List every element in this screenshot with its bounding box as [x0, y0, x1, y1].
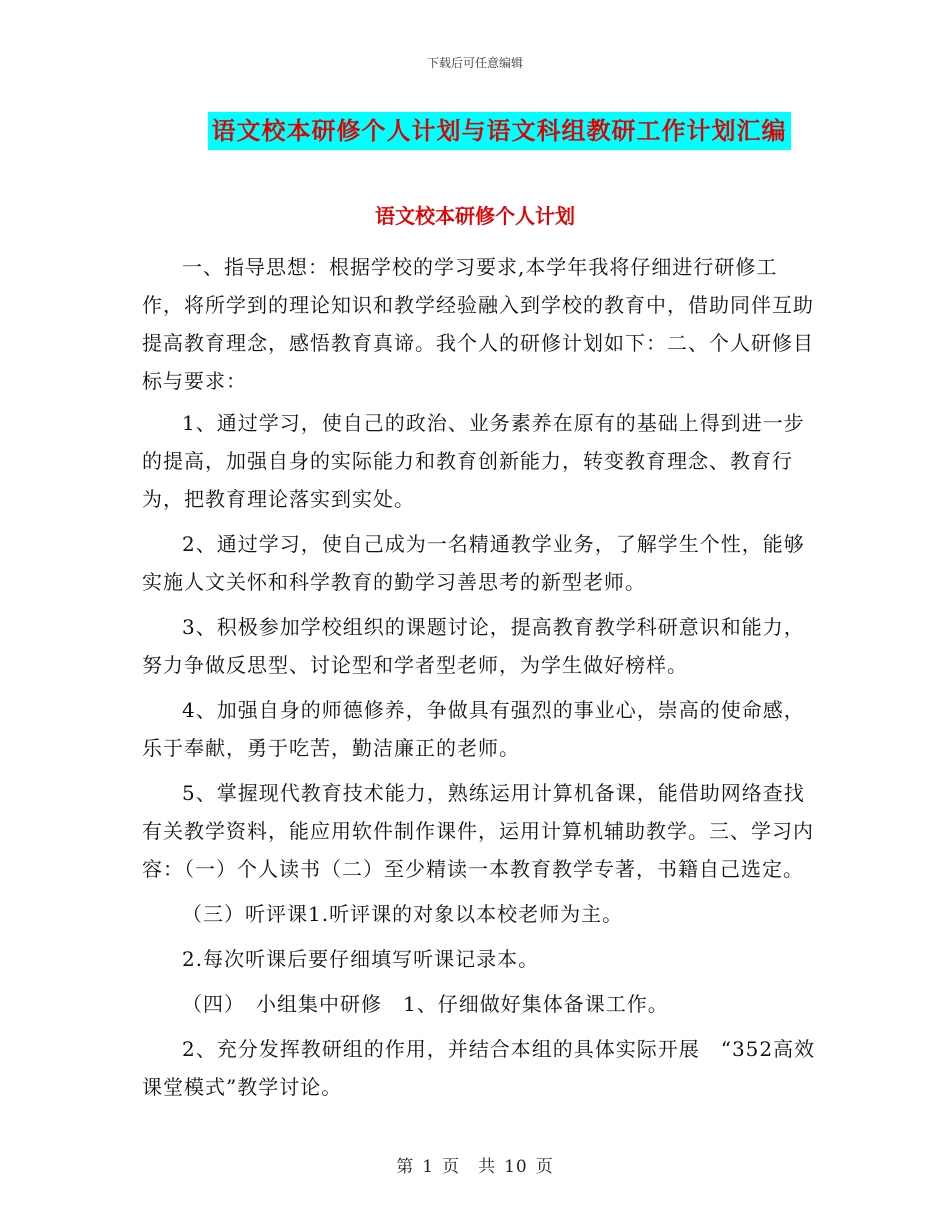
paragraph-lesson-observation: （三）听评课1.听评课的对象以本校老师为主。 — [182, 902, 624, 926]
paragraph-goal-5: 5、掌握现代教育技术能力，熟练运用计算机备课，能借助网络查找有关教学资料，能应用软件制作课件，运用计算机辅助教学。三、学习内容：（一）个人读书（二）至少精读一本教育教学专著，书籍自己选定。 — [142, 781, 814, 881]
main-title-container — [0, 112, 950, 150]
footer-mid: 页 共 — [442, 1157, 497, 1177]
total-page-count: 10 — [504, 1157, 528, 1177]
document-body — [142, 248, 818, 1113]
paragraph-goal-1: 1、通过学习，使自己的政治、业务素养在原有的基础上得到进一步的提高，加强自身的实际能力和教育创新能力，转变教育理念、教育行为，把教育理论落实到实处。 — [142, 411, 805, 511]
paragraph-guiding-ideology: 一、指导思想：根据学校的学习要求,本学年我将仔细进行研修工作，将所学到的理论知识和教学经验融入到学校的教育中，借助同伴互助提高教育理念，感悟教育真谛。我个人的研修计划如下：二、个人研修目标与要求： — [142, 255, 814, 393]
footer-suffix: 页 — [535, 1157, 554, 1177]
paragraph-group-study: （四） 小组集中研修 1、仔细做好集体备课工作。 — [182, 992, 669, 1016]
footer-prefix: 第 — [396, 1157, 415, 1177]
paragraph-goal-4: 4、加强自身的师德修养，争做具有强烈的事业心，崇高的使命感，乐于奉献，勇于吃苦，勤洁廉正的老师。 — [142, 698, 805, 760]
document-main-title: 语文校本研修个人计划与语文科组教研工作计划汇编 — [208, 112, 791, 150]
page-number-footer — [0, 1152, 950, 1177]
document-sub-title: 语文校本研修个人计划 — [375, 204, 575, 228]
paragraph-teaching-research: 2、充分发挥教研组的作用，并结合本组的具体实际开展 “352高效课堂模式”教学讨论。 — [142, 1037, 816, 1099]
paragraph-goal-3: 3、积极参加学校组织的课题讨论，提高教育教学科研意识和能力，努力争做反思型、讨论型和学者型老师，为学生做好榜样。 — [142, 615, 805, 677]
paragraph-goal-2: 2、通过学习，使自己成为一名精通教学业务，了解学生个性，能够实施人文关怀和科学教育的勤学习善思考的新型老师。 — [142, 532, 805, 594]
paragraph-observation-record: 2.每次听课后要仔细填写听课记录本。 — [182, 947, 540, 971]
header-note: 下载后可任意编辑 — [426, 56, 523, 70]
current-page-number: 1 — [422, 1157, 435, 1177]
